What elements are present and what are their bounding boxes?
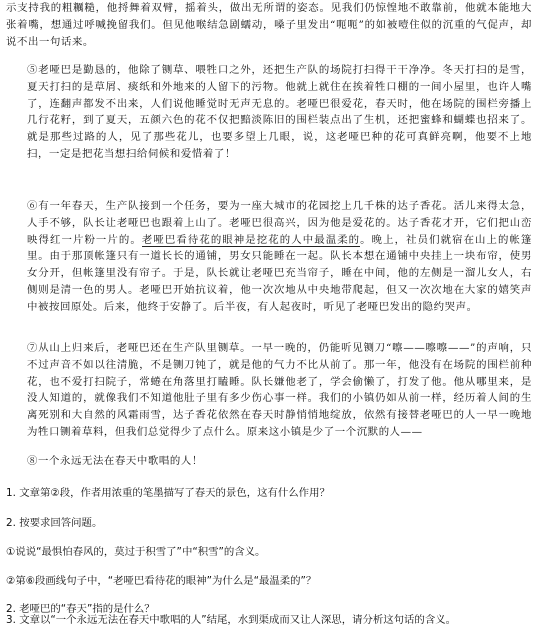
q2a-text-before: ①说说“最惧怕春风的，莫过于积雪了”中“: [6, 546, 198, 558]
q2a-text-after: ”的含义。: [218, 546, 266, 558]
question-3: 3. 文章以“一个永远无法在春天中歌唱的人”结尾，水到渠成而又让人深思，请分析这句话的含义。: [6, 614, 456, 626]
paragraph-8: ⑧一个永远无法在春天中歌唱的人！: [27, 455, 203, 467]
p6-text-before: ⑥有一年春天，生产队接到一个任务，要为一座大城市的花园挖上几千株的达子香花。活儿来得太急，人手不够，队长让老哑巴也跟着上山了。老哑巴很高兴，因为他是爱花的。达子香花才开，它们把山峦映得红一片粉一片的。: [27, 200, 532, 246]
question-2-part-3: 2. 老哑巴的“春天”指的是什么？: [6, 603, 155, 615]
q2b-text-before: ②第⑥段画线句子中，“: [6, 575, 114, 587]
question-2-part-2: [6, 573, 532, 589]
paragraph-5: ⑤老哑巴是勤恳的，他除了铡草、喂牲口之外，还把生产队的场院打扫得干干净净。冬天打扫的是雪，夏天打扫的是草屑、痰纸和外地来的人留下的污物。他就上就住在挨着牲口棚的一间小屋里，也许人嘴了，连翻声都发不出来，人们说他睡觉时无声无息的。老哑巴很爱花，春天时，他在场院的围栏旁播上几行花籽，到了夏天，五颜六色的花不仅把黯淡陈旧的围栏装点出了生机，还把蜜蜂和蝴蝶也招来了。就是那些过路的人，见了那些花儿，也要多望上几眼，说，这老哑巴种的花可真鲜亮啊，他要不上地扫，一定是把花当想扫给伺候和爱惜着了！: [27, 64, 532, 160]
q2a-keyword: 积雪: [197, 546, 219, 558]
q2b-phrase: 老哑巴看待花的眼神: [113, 575, 207, 587]
question-2-part-1: [6, 544, 532, 560]
question-1: 1. 文章第②段，作者用浓重的笔墨描写了春天的景色，这有什么作用？: [6, 487, 330, 499]
q2b-text-after: ”为什么是“最温柔的”？: [206, 575, 317, 587]
paragraph-7: ⑦从山上归来后，老哑巴还在生产队里铡草。一早一晚的，仍能听见铡刀“嚓——嚓嚓——”的声响，只不过声音不如以往清脆，不是铡刀钝了，就是他的气力不比从前了。那一年，他没有在场院的围栏前种花，也不爱打扫院子，常蜷在角落里打瞌睡。队长嫌他老了，学会偷懒了，打发了他。他从哪里来，是没人知道的，就像我们不知道他肚子里有多少伤心事一样。我们的小镇仍如从前一样，经历着人间的生离死别和大自然的风霜雨雪，达子香花依然在春天时静悄悄地绽放，依然有接替老哑巴的人一早一晚地为牲口铡着草料，但我们总觉得少了点什么。原来这小镇是少了一个沉默的人——: [27, 342, 532, 438]
paragraph-intro: 示支持我的粗糲糙，他捋舞着双臂，摇着头，做出无所谓的姿态。见我们仍惊惶地不敢靠前，他就本能地大张着嘴，想通过呼喊挽留我们。但见他喉结急剧蠕动，嗓子里发出“呃呃”的如被噎住似的沉重的气促声，却说不出一句话来。: [6, 2, 532, 48]
question-2-heading: 2. 按要求回答问题。: [6, 517, 103, 529]
paragraph-6: [6, 198, 532, 316]
p6-underlined-sentence: 老哑巴看待花的眼神是挖花的人中最温柔的: [141, 233, 361, 246]
p6-text-after: 。晚上，社员们就宿在山上的帐篷里。由于那顶帐篷只有一道长长的通铺，男女只能睡在一起。队长本想在通铺中央挂上一块布帘，使男女分开，但帐篷里没有帘子。于是，队长就让老哑巴充当帘子，睡在中间，他的左侧是一溜儿女人，右侧则是清一色的男人。老哑巴开始抗议着，他一次次地从中央地带爬起，但又一次次地在大家的嬉笑声中被按回原处。后来，他终于安静了。后半夜，有人起夜时，听见了老哑巴发出的隐约哭声。: [27, 233, 532, 313]
